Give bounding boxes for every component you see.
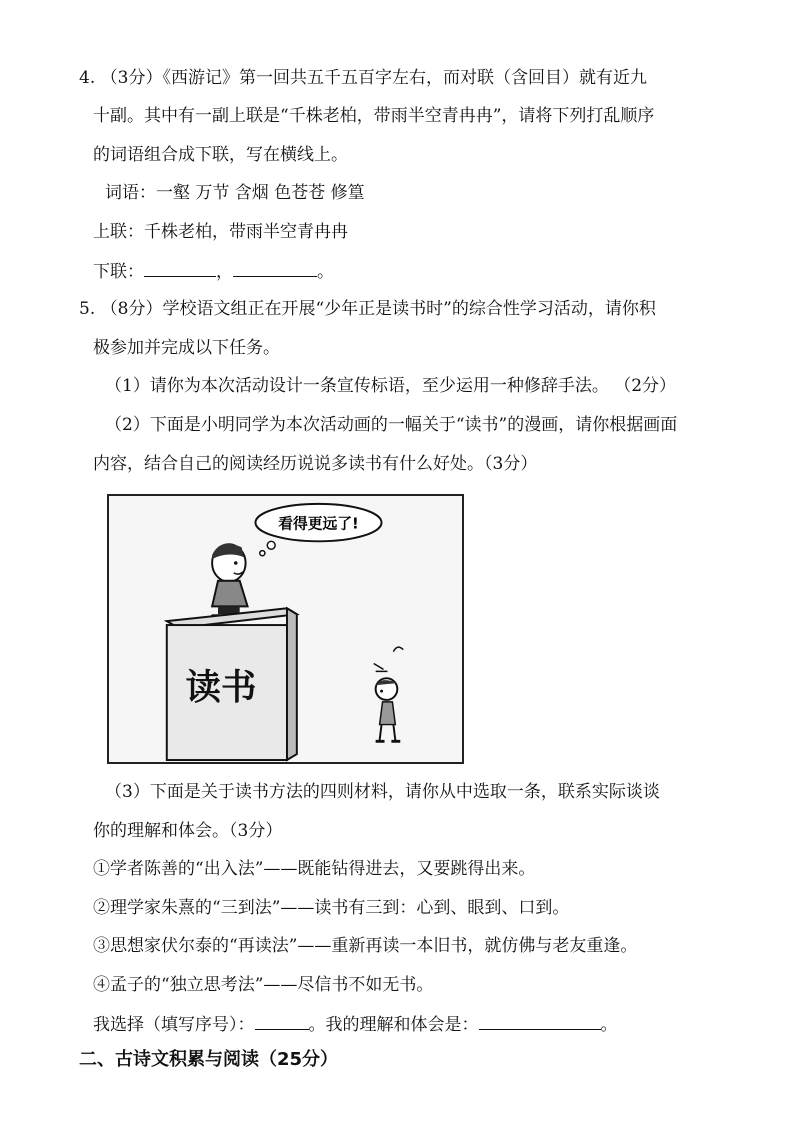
material-1: ①学者陈善的“出入法”——既能钻得进去，又要跳得出来。 — [93, 859, 536, 879]
section-2-heading: 二、古诗文积累与阅读（25分） — [79, 1049, 339, 1070]
end-period: 。 — [600, 1015, 618, 1035]
reading-comic — [107, 494, 464, 764]
book-title: 读书 — [185, 666, 257, 708]
choice-blank[interactable] — [255, 1011, 309, 1030]
q4-line-2: 十副。其中有一副上联是“千株老柏，带雨半空青冉冉”，请将下列打乱顺序 — [93, 106, 655, 126]
understanding-blank[interactable] — [479, 1011, 601, 1030]
q5-line-1: 5. （8分）学校语文组正在开展“少年正是读书时”的综合性学习活动，请你积 — [79, 299, 656, 319]
answer-blank-2[interactable] — [233, 258, 317, 277]
choose-label: 我选择（填写序号）： — [93, 1015, 255, 1035]
q4-line-1: 4. （3分）《西游记》第一回共五千五百字左右，而对联（含回目）就有近九 — [79, 68, 647, 88]
q5-line-2: 极参加并完成以下任务。 — [93, 338, 280, 358]
lower-couplet-label: 下联： — [93, 262, 144, 282]
bubble-text: 看得更远了! — [278, 515, 359, 533]
q5-sub-3-line-1: （3）下面是关于读书方法的四则材料，请你从中选取一条，联系实际谈谈 — [105, 782, 660, 802]
choice-line — [93, 1011, 618, 1037]
period: 。 — [317, 262, 334, 282]
q5-sub-1: （1）请你为本次活动设计一条宣传标语，至少运用一种修辞手法。 （2分） — [105, 376, 677, 396]
q4-upper-couplet: 上联：千株老柏，带雨半空青冉冉 — [93, 222, 348, 242]
q4-words: 词语：一壑 万节 含烟 色苍苍 修篁 — [105, 183, 365, 203]
q5-sub-3-line-2: 你的理解和体会。（3分） — [93, 821, 283, 841]
q5-sub-2-line-1: （2）下面是小明同学为本次活动画的一幅关于“读书”的漫画，请你根据画面 — [105, 415, 678, 435]
comma: ， — [216, 262, 233, 282]
material-3: ③思想家伏尔泰的“再读法”——重新再读一本旧书，就仿佛与老友重逢。 — [93, 936, 638, 956]
q5-sub-2-line-2: 内容，结合自己的阅读经历说说多读书有什么好处。（3分） — [93, 454, 538, 474]
material-4: ④孟子的“独立思考法”——尽信书不如无书。 — [93, 975, 434, 995]
q4-line-3: 的词语组合成下联，写在横线上。 — [93, 145, 348, 165]
answer-blank-1[interactable] — [144, 258, 216, 277]
q4-lower-couplet — [93, 258, 334, 284]
material-2: ②理学家朱熹的“三到法”——读书有三到：心到、眼到、口到。 — [93, 898, 570, 918]
understand-label: 。我的理解和体会是： — [308, 1015, 479, 1035]
